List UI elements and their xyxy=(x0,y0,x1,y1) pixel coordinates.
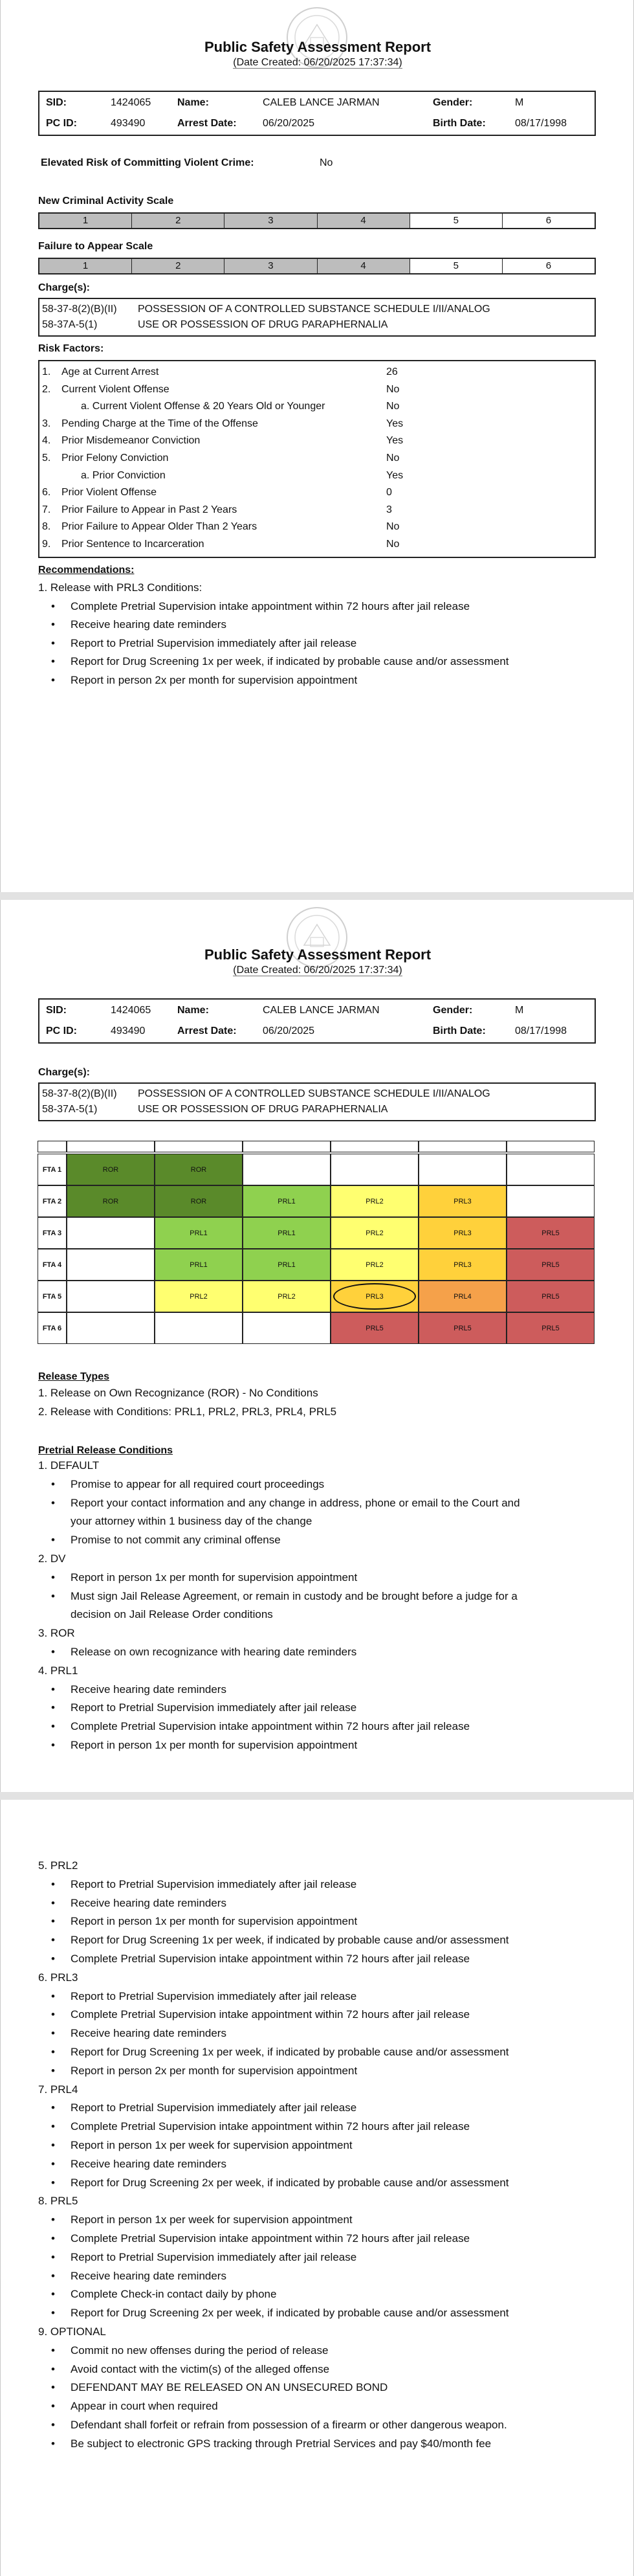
bullet-icon: • xyxy=(51,1934,55,1947)
risk-factor-number: 9. xyxy=(42,539,51,550)
list-line: 1. Release with PRL3 Conditions: xyxy=(38,581,202,594)
nca-scale-cell-1: 1 xyxy=(39,214,132,228)
name-label: Name: xyxy=(177,97,209,108)
bullet-icon: • xyxy=(51,2400,55,2413)
matrix-header-cell xyxy=(331,1141,419,1152)
conditions-title: Pretrial Release Conditions xyxy=(38,1445,173,1456)
risk-factor-number: 1. xyxy=(42,366,51,377)
risk-factors-title: Risk Factors: xyxy=(38,343,104,354)
sid-label: SID: xyxy=(46,1005,67,1016)
nca-scale-cell-2: 2 xyxy=(132,214,224,228)
matrix-cell: PRL1 xyxy=(243,1217,331,1249)
charge-row xyxy=(42,1102,592,1117)
list-line: 1. Release on Own Recognizance (ROR) - No Conditions xyxy=(38,1387,318,1399)
risk-factor-number: 3. xyxy=(42,418,51,429)
fta-scale-cell-1: 1 xyxy=(39,259,132,273)
fta-scale xyxy=(38,258,596,274)
risk-factor-value: No xyxy=(386,521,400,533)
bullet-icon: • xyxy=(51,1646,55,1658)
sid-label: SID: xyxy=(46,97,67,108)
matrix-cell: PRL5 xyxy=(507,1249,595,1281)
condition-item: Receive hearing date reminders xyxy=(71,1896,226,1909)
sid-value: 1424065 xyxy=(111,1005,151,1016)
risk-factor-text: Prior Failure to Appear Older Than 2 Years xyxy=(61,521,257,533)
arrest-date-value: 06/20/2025 xyxy=(263,1025,315,1036)
bullet-icon: • xyxy=(51,2008,55,2021)
bullet-icon: • xyxy=(51,2437,55,2450)
charge-row xyxy=(42,1086,592,1102)
birth-date-label: Birth Date: xyxy=(433,1025,486,1036)
condition-item: Receive hearing date reminders xyxy=(71,2027,226,2040)
bullet-icon: • xyxy=(51,2027,55,2040)
risk-factor-number: 2. xyxy=(42,383,51,395)
matrix-cell: PRL2 xyxy=(155,1281,243,1312)
condition-item: Report for Drug Screening 1x per week, if indicated by probable cause and/or assessment xyxy=(71,2046,509,2058)
matrix-cell: PRL5 xyxy=(419,1312,507,1344)
bullet-icon: • xyxy=(51,1589,55,1602)
bullet-icon: • xyxy=(51,2362,55,2375)
condition-item: Commit no new offenses during the period of release xyxy=(71,2344,329,2357)
nca-scale-cell-6: 6 xyxy=(545,215,552,226)
condition-item: Receive hearing date reminders xyxy=(71,1683,226,1696)
bullet-icon: • xyxy=(51,1896,55,1909)
condition-heading: 3. ROR xyxy=(38,1627,75,1640)
birth-date-value: 08/17/1998 xyxy=(515,1025,567,1036)
condition-heading: 1. DEFAULT xyxy=(38,1459,100,1472)
arrest-date-label: Arrest Date: xyxy=(177,1025,237,1036)
bullet-icon: • xyxy=(51,1739,55,1751)
risk-factor-row xyxy=(42,432,592,449)
charges-title: Charge(s): xyxy=(38,282,91,293)
bullet-icon: • xyxy=(51,2288,55,2301)
risk-factor-text: Age at Current Arrest xyxy=(61,366,159,377)
risk-factor-row xyxy=(42,536,592,553)
matrix-cell xyxy=(507,1185,595,1217)
matrix-cell xyxy=(67,1281,155,1312)
risk-factor-text: Current Violent Offense xyxy=(61,383,169,395)
charge-code: 58-37A-5(1) xyxy=(42,1104,98,1115)
matrix-cell: PRL3 xyxy=(419,1185,507,1217)
risk-factor-row xyxy=(42,416,592,432)
charge-code: 58-37-8(2)(B)(II) xyxy=(42,304,117,315)
condition-item: Report to Pretrial Supervision immediately after jail release xyxy=(71,1989,357,2002)
matrix-cell: PRL5 xyxy=(507,1217,595,1249)
condition-item: Complete Pretrial Supervision intake appointment within 72 hours after jail release xyxy=(71,1720,470,1733)
condition-item: Report in person 2x per month for supervision appointment xyxy=(71,2064,358,2077)
condition-item: Report in person 2x per month for supervision appointment xyxy=(71,673,358,686)
bullet-icon: • xyxy=(51,2419,55,2431)
report-page-1 xyxy=(0,0,634,892)
report-title: Public Safety Assessment Report xyxy=(204,39,432,55)
condition-item: Report in person 1x per week for supervision appointment xyxy=(71,2213,353,2226)
condition-item: Report for Drug Screening 2x per week, if indicated by probable cause and/or assessment xyxy=(71,2176,509,2189)
bullet-icon: • xyxy=(51,2064,55,2077)
charges-box xyxy=(38,298,596,337)
condition-item: Complete Check-in contact daily by phone xyxy=(71,2288,277,2301)
matrix-cell xyxy=(331,1154,419,1185)
matrix-cell: PRL2 xyxy=(243,1281,331,1312)
risk-factor-text: Prior Sentence to Incarceration xyxy=(61,539,204,550)
charge-row xyxy=(42,302,592,317)
condition-item: Be subject to electronic GPS tracking through Pretrial Services and pay $40/month fee xyxy=(71,2437,492,2450)
matrix-header-cell xyxy=(243,1141,331,1152)
risk-factor-value: No xyxy=(386,383,400,395)
gender-value: M xyxy=(515,1005,524,1016)
sid-value: 1424065 xyxy=(111,97,151,108)
bullet-icon: • xyxy=(51,2307,55,2320)
fta-scale-cell-4: 4 xyxy=(318,259,410,273)
risk-factor-value: Yes xyxy=(386,418,404,429)
condition-item: Report to Pretrial Supervision immediately after jail release xyxy=(71,636,357,649)
condition-item: Release on own recognizance with hearing date reminders xyxy=(71,1646,357,1658)
matrix-cell xyxy=(243,1154,331,1185)
condition-heading: 7. PRL4 xyxy=(38,2083,78,2096)
matrix-cell: PRL5 xyxy=(507,1312,595,1344)
condition-item: Promise to not commit any criminal offense xyxy=(71,1534,281,1547)
condition-item: Report to Pretrial Supervision immediately after jail release xyxy=(71,2101,357,2114)
risk-factor-text: a. Prior Conviction xyxy=(81,469,166,481)
matrix-cell: PRL2 xyxy=(331,1185,419,1217)
condition-item: DEFENDANT MAY BE RELEASED ON AN UNSECURED BOND xyxy=(71,2381,388,2394)
condition-item: Report to Pretrial Supervision immediately after jail release xyxy=(71,1877,357,1890)
condition-heading: 2. DV xyxy=(38,1552,66,1565)
risk-factor-number: 5. xyxy=(42,453,51,464)
arrest-date-label: Arrest Date: xyxy=(177,118,237,129)
matrix-header-cell xyxy=(155,1141,243,1152)
conditions-list-page2 xyxy=(38,1459,596,1764)
violent-crime-label: Elevated Risk of Committing Violent Crime: xyxy=(41,157,254,168)
condition-item: Must sign Jail Release Agreement, or remain in custody and be brought before a judge for a xyxy=(71,1589,518,1602)
matrix-header-cell xyxy=(419,1141,507,1152)
matrix-row-label: FTA 1 xyxy=(38,1154,67,1185)
bullet-icon: • xyxy=(51,1720,55,1733)
condition-item: Complete Pretrial Supervision intake appointment within 72 hours after jail release xyxy=(71,2120,470,2133)
bullet-icon: • xyxy=(51,1915,55,1928)
condition-item: Defendant shall forfeit or refrain from possession of a firearm or other dangerous weapon. xyxy=(71,2419,507,2431)
condition-item: Report to Pretrial Supervision immediately after jail release xyxy=(71,1701,357,1714)
matrix-header-cell xyxy=(67,1141,155,1152)
condition-item: Complete Pretrial Supervision intake appointment within 72 hours after jail release xyxy=(71,1953,470,1965)
conditions-list-page3 xyxy=(38,1859,596,2520)
name-value: CALEB LANCE JARMAN xyxy=(263,97,380,108)
condition-item: Report to Pretrial Supervision immediately after jail release xyxy=(71,2250,357,2263)
condition-item: Report in person 1x per month for supervision appointment xyxy=(71,1739,358,1751)
bullet-icon: • xyxy=(51,2157,55,2170)
pcid-label: PC ID: xyxy=(46,1025,77,1036)
risk-factor-value: Yes xyxy=(386,435,404,447)
bullet-icon: • xyxy=(51,2344,55,2357)
bullet-icon: • xyxy=(51,1477,55,1490)
bullet-icon: • xyxy=(51,618,55,631)
birth-date-label: Birth Date: xyxy=(433,118,486,129)
condition-item: Appear in court when required xyxy=(71,2400,218,2413)
matrix-cell xyxy=(67,1312,155,1344)
gender-value: M xyxy=(515,97,524,108)
matrix-cell: PRL2 xyxy=(331,1217,419,1249)
risk-factor-number: 8. xyxy=(42,521,51,533)
nca-scale-cell-4: 4 xyxy=(318,214,410,228)
name-label: Name: xyxy=(177,1005,209,1016)
bullet-icon: • xyxy=(51,2046,55,2058)
bullet-icon: • xyxy=(51,636,55,649)
bullet-icon: • xyxy=(51,655,55,667)
bullet-icon: • xyxy=(51,673,55,686)
arrest-date-value: 06/20/2025 xyxy=(263,118,315,129)
matrix-row-label: FTA 3 xyxy=(38,1217,67,1249)
risk-factor-row xyxy=(42,364,592,381)
bullet-icon: • xyxy=(51,2269,55,2282)
matrix-row-label: FTA 4 xyxy=(38,1249,67,1281)
report-date-created-p2: (Date Created: 06/20/2025 17:37:34) xyxy=(233,965,402,976)
condition-item: your attorney within 1 business day of the change xyxy=(71,1515,312,1528)
risk-factor-value: 0 xyxy=(386,487,392,498)
list-line: 2. Release with Conditions: PRL1, PRL2, PRL3, PRL4, PRL5 xyxy=(38,1405,337,1418)
matrix-cell: ROR xyxy=(67,1154,155,1185)
charge-description: USE OR POSSESSION OF DRUG PARAPHERNALIA xyxy=(138,1104,388,1115)
condition-item: Report for Drug Screening 1x per week, if indicated by probable cause and/or assessment xyxy=(71,655,509,667)
bullet-icon: • xyxy=(51,2232,55,2245)
risk-factor-row xyxy=(42,467,592,484)
condition-heading: 9. OPTIONAL xyxy=(38,2325,106,2338)
pcid-label: PC ID: xyxy=(46,118,77,129)
matrix-cell xyxy=(243,1312,331,1344)
matrix-row-label: FTA 2 xyxy=(38,1185,67,1217)
violent-crime-value: No xyxy=(320,157,333,168)
bullet-icon: • xyxy=(51,1496,55,1509)
matrix-cell xyxy=(67,1217,155,1249)
bullet-icon: • xyxy=(51,1534,55,1547)
charge-description: USE OR POSSESSION OF DRUG PARAPHERNALIA xyxy=(138,319,388,330)
bullet-icon: • xyxy=(51,2120,55,2133)
risk-factor-value: 3 xyxy=(386,504,392,515)
matrix-cell: PRL4 xyxy=(419,1281,507,1312)
risk-factor-text: Prior Felony Conviction xyxy=(61,453,169,464)
bullet-icon: • xyxy=(51,1683,55,1696)
condition-heading: 6. PRL3 xyxy=(38,1971,78,1984)
bullet-icon: • xyxy=(51,2176,55,2189)
risk-factor-value: No xyxy=(386,453,400,464)
condition-item: Report your contact information and any change in address, phone or email to the Court and xyxy=(71,1496,520,1509)
condition-heading: 4. PRL1 xyxy=(38,1664,78,1677)
bullet-icon: • xyxy=(51,1571,55,1584)
risk-factor-value: Yes xyxy=(386,469,404,481)
report-page-3 xyxy=(0,1800,634,2576)
condition-item: Report for Drug Screening 1x per week, if indicated by probable cause and/or assessment xyxy=(71,1934,509,1947)
risk-factors-box xyxy=(38,360,596,558)
risk-factor-row xyxy=(42,381,592,398)
page-gap xyxy=(0,892,634,900)
matrix-cell: ROR xyxy=(67,1185,155,1217)
nca-scale-cell-5: 5 xyxy=(410,214,503,228)
recommendations-list xyxy=(38,581,596,691)
risk-factor-row xyxy=(42,484,592,501)
risk-factor-row xyxy=(42,502,592,519)
charges-box-p2 xyxy=(38,1082,596,1121)
condition-heading: 5. PRL2 xyxy=(38,1859,78,1872)
bullet-icon: • xyxy=(51,1701,55,1714)
matrix-cell xyxy=(507,1154,595,1185)
bullet-icon: • xyxy=(51,1989,55,2002)
risk-factor-value: 26 xyxy=(386,366,398,377)
selected-cell-highlight xyxy=(333,1283,416,1310)
condition-item: Report for Drug Screening 2x per week, if indicated by probable cause and/or assessment xyxy=(71,2307,509,2320)
release-types-list xyxy=(38,1387,596,1426)
risk-factor-text: Pending Charge at the Time of the Offense xyxy=(61,418,258,429)
matrix-row-label: FTA 6 xyxy=(38,1312,67,1344)
pcid-value: 493490 xyxy=(111,118,146,129)
risk-factor-row xyxy=(42,519,592,535)
page-gap xyxy=(0,1792,634,1800)
charge-code: 58-37-8(2)(B)(II) xyxy=(42,1088,117,1099)
matrix-cell: PRL2 xyxy=(331,1249,419,1281)
nca-scale-cell-3: 3 xyxy=(224,214,317,228)
matrix-cell xyxy=(155,1312,243,1344)
fta-scale-cell-6: 6 xyxy=(545,260,552,271)
condition-item: Receive hearing date reminders xyxy=(71,2157,226,2170)
fta-scale-title: Failure to Appear Scale xyxy=(38,241,153,252)
bullet-icon: • xyxy=(51,1953,55,1965)
matrix-row-label: FTA 5 xyxy=(38,1281,67,1312)
bullet-icon: • xyxy=(51,2101,55,2114)
risk-factor-text: a. Current Violent Offense & 20 Years Old or Younger xyxy=(81,401,325,412)
gender-label: Gender: xyxy=(433,1005,473,1016)
condition-item: Report in person 1x per month for supervision appointment xyxy=(71,1915,358,1928)
bullet-icon: • xyxy=(51,2250,55,2263)
risk-factor-number: 4. xyxy=(42,435,51,447)
charge-description: POSSESSION OF A CONTROLLED SUBSTANCE SCHEDULE I/II/ANALOG xyxy=(138,1088,490,1099)
risk-factor-text: Prior Failure to Appear in Past 2 Years xyxy=(61,504,237,515)
condition-item: Report in person 1x per week for supervision appointment xyxy=(71,2139,353,2151)
condition-item: Complete Pretrial Supervision intake appointment within 72 hours after jail release xyxy=(71,2008,470,2021)
matrix-cell xyxy=(67,1249,155,1281)
matrix-cell: PRL1 xyxy=(243,1185,331,1217)
matrix-cell: ROR xyxy=(155,1185,243,1217)
condition-item: Report in person 1x per month for supervision appointment xyxy=(71,1571,358,1584)
matrix-cell: PRL1 xyxy=(155,1249,243,1281)
matrix-cell: ROR xyxy=(155,1154,243,1185)
report-date-created: (Date Created: 06/20/2025 17:37:34) xyxy=(233,57,402,68)
matrix-cell: PRL5 xyxy=(331,1312,419,1344)
recommendations-title: Recommendations: xyxy=(38,565,135,576)
fta-scale-cell-5: 5 xyxy=(410,259,503,273)
risk-factor-row xyxy=(42,450,592,467)
charge-code: 58-37A-5(1) xyxy=(42,319,98,330)
condition-item: decision on Jail Release Order conditions xyxy=(71,1608,273,1621)
matrix-header-cell xyxy=(507,1141,595,1152)
birth-date-value: 08/17/1998 xyxy=(515,118,567,129)
matrix-cell: PRL1 xyxy=(243,1249,331,1281)
condition-heading: 8. PRL5 xyxy=(38,2195,78,2208)
condition-item: Receive hearing date reminders xyxy=(71,2269,226,2282)
bullet-icon: • xyxy=(51,599,55,612)
bullet-icon: • xyxy=(51,2213,55,2226)
fta-scale-cell-3: 3 xyxy=(224,259,317,273)
fta-scale-cell-2: 2 xyxy=(132,259,224,273)
report-page-2 xyxy=(0,900,634,1792)
release-types-title: Release Types xyxy=(38,1371,109,1382)
bullet-icon: • xyxy=(51,1877,55,1890)
report-title-p2: Public Safety Assessment Report xyxy=(204,946,432,963)
matrix-cell: PRL3 xyxy=(331,1281,419,1312)
bullet-icon: • xyxy=(51,2139,55,2151)
pcid-value: 493490 xyxy=(111,1025,146,1036)
bullet-icon: • xyxy=(51,2381,55,2394)
risk-factor-text: Prior Violent Offense xyxy=(61,487,157,498)
charge-description: POSSESSION OF A CONTROLLED SUBSTANCE SCHEDULE I/II/ANALOG xyxy=(138,304,490,315)
risk-factor-value: No xyxy=(386,539,400,550)
name-value: CALEB LANCE JARMAN xyxy=(263,1005,380,1016)
gender-label: Gender: xyxy=(433,97,473,108)
condition-item: Complete Pretrial Supervision intake appointment within 72 hours after jail release xyxy=(71,599,470,612)
condition-item: Complete Pretrial Supervision intake appointment within 72 hours after jail release xyxy=(71,2232,470,2245)
condition-item: Promise to appear for all required court proceedings xyxy=(71,1477,325,1490)
risk-factor-number: 6. xyxy=(42,487,51,498)
matrix-cell: PRL3 xyxy=(419,1249,507,1281)
charges-title-p2: Charge(s): xyxy=(38,1067,91,1078)
risk-factor-value: No xyxy=(386,401,400,412)
matrix-cell: PRL3 xyxy=(419,1217,507,1249)
charge-row xyxy=(42,317,592,333)
matrix-cell: PRL1 xyxy=(155,1217,243,1249)
matrix-cell xyxy=(419,1154,507,1185)
condition-item: Avoid contact with the victim(s) of the alleged offense xyxy=(71,2362,330,2375)
condition-item: Receive hearing date reminders xyxy=(71,618,226,631)
release-matrix xyxy=(38,1141,595,1344)
matrix-corner-cell xyxy=(38,1141,67,1152)
nca-scale xyxy=(38,212,596,229)
matrix-cell: PRL5 xyxy=(507,1281,595,1312)
nca-scale-title: New Criminal Activity Scale xyxy=(38,196,174,207)
risk-factor-number: 7. xyxy=(42,504,51,515)
risk-factor-text: Prior Misdemeanor Conviction xyxy=(61,435,201,447)
risk-factor-row xyxy=(42,398,592,415)
